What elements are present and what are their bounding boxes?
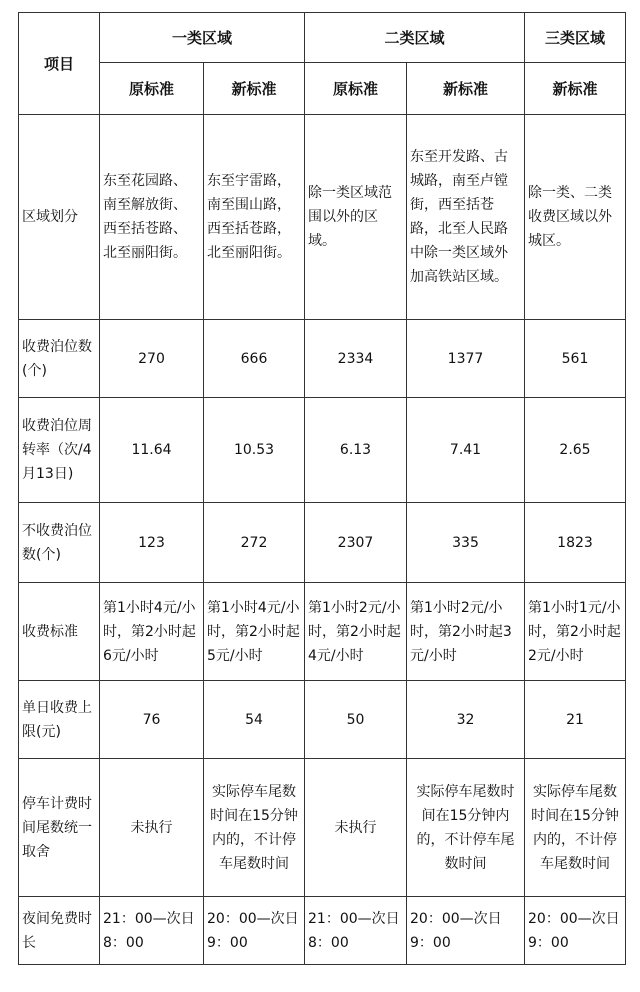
table-cell: 实际停车尾数时间在15分钟内的，不计停车尾数时间 (204, 759, 305, 897)
table-cell: 第1小时2元/小时，第2小时起3元/小时 (407, 583, 525, 681)
row-label: 夜间免费时长 (19, 897, 100, 965)
header-item: 项目 (19, 13, 100, 115)
table-cell: 未执行 (100, 759, 204, 897)
table-cell: 54 (204, 681, 305, 759)
table-row-fee-standard (19, 583, 626, 681)
table-cell: 21：00—次日8：00 (305, 897, 407, 965)
table-cell: 2.65 (525, 398, 626, 503)
table-cell: 2334 (305, 320, 407, 398)
table-cell: 2307 (305, 503, 407, 583)
table-cell: 第1小时4元/小时，第2小时起6元/小时 (100, 583, 204, 681)
header-zone2-old: 原标准 (305, 63, 407, 115)
table-cell: 第1小时2元/小时，第2小时起4元/小时 (305, 583, 407, 681)
table-row-turnover (19, 398, 626, 503)
table-cell: 第1小时1元/小时，第2小时起2元/小时 (525, 583, 626, 681)
row-label: 区域划分 (19, 115, 100, 320)
header-row-standards (19, 63, 626, 115)
table-cell: 272 (204, 503, 305, 583)
table-cell: 123 (100, 503, 204, 583)
table-cell: 666 (204, 320, 305, 398)
table-cell: 1823 (525, 503, 626, 583)
header-zone3: 三类区域 (525, 13, 626, 63)
table-cell: 10.53 (204, 398, 305, 503)
row-label: 停车计费时间尾数统一取舍 (19, 759, 100, 897)
header-row-zones (19, 13, 626, 63)
row-label: 单日收费上限(元) (19, 681, 100, 759)
table-cell: 东至开发路、古城路，南至卢镗街，西至括苍路，北至人民路中除一类区域外加高铁站区域。 (407, 115, 525, 320)
table-cell: 20：00—次日9：00 (204, 897, 305, 965)
table-cell: 21 (525, 681, 626, 759)
table-row-rounding (19, 759, 626, 897)
row-label: 不收费泊位数(个) (19, 503, 100, 583)
table-row-night-free (19, 897, 626, 965)
table-cell: 11.64 (100, 398, 204, 503)
header-zone1-new: 新标准 (204, 63, 305, 115)
table-row-area (19, 115, 626, 320)
header-zone1-old: 原标准 (100, 63, 204, 115)
table-cell: 1377 (407, 320, 525, 398)
header-zone2: 二类区域 (305, 13, 525, 63)
table-cell: 76 (100, 681, 204, 759)
table-row-daily-cap (19, 681, 626, 759)
table-cell: 实际停车尾数时间在15分钟内的，不计停车尾数时间 (407, 759, 525, 897)
table-cell: 270 (100, 320, 204, 398)
table-cell: 6.13 (305, 398, 407, 503)
table-row-free-spaces (19, 503, 626, 583)
row-label: 收费标准 (19, 583, 100, 681)
table-cell: 20：00—次日9：00 (525, 897, 626, 965)
table-cell: 50 (305, 681, 407, 759)
header-zone2-new: 新标准 (407, 63, 525, 115)
header-zone1: 一类区域 (100, 13, 305, 63)
row-label: 收费泊位周转率（次/4月13日) (19, 398, 100, 503)
table-cell: 32 (407, 681, 525, 759)
table-cell: 21：00—次日8：00 (100, 897, 204, 965)
table-row-paid-spaces (19, 320, 626, 398)
table-cell: 实际停车尾数时间在15分钟内的，不计停车尾数时间 (525, 759, 626, 897)
table-cell: 除一类、二类收费区域以外城区。 (525, 115, 626, 320)
table-cell: 335 (407, 503, 525, 583)
table-cell: 除一类区域范围以外的区域。 (305, 115, 407, 320)
row-label: 收费泊位数(个) (19, 320, 100, 398)
header-zone3-new: 新标准 (525, 63, 626, 115)
parking-fee-comparison-table (18, 12, 626, 965)
table-cell: 561 (525, 320, 626, 398)
table-cell: 7.41 (407, 398, 525, 503)
table-cell: 20：00—次日9：00 (407, 897, 525, 965)
table-cell: 东至花园路、南至解放街、西至括苍路、北至丽阳街。 (100, 115, 204, 320)
table-cell: 东至宇雷路，南至围山路，西至括苍路，北至丽阳街。 (204, 115, 305, 320)
table-cell: 第1小时4元/小时，第2小时起5元/小时 (204, 583, 305, 681)
table-cell: 未执行 (305, 759, 407, 897)
